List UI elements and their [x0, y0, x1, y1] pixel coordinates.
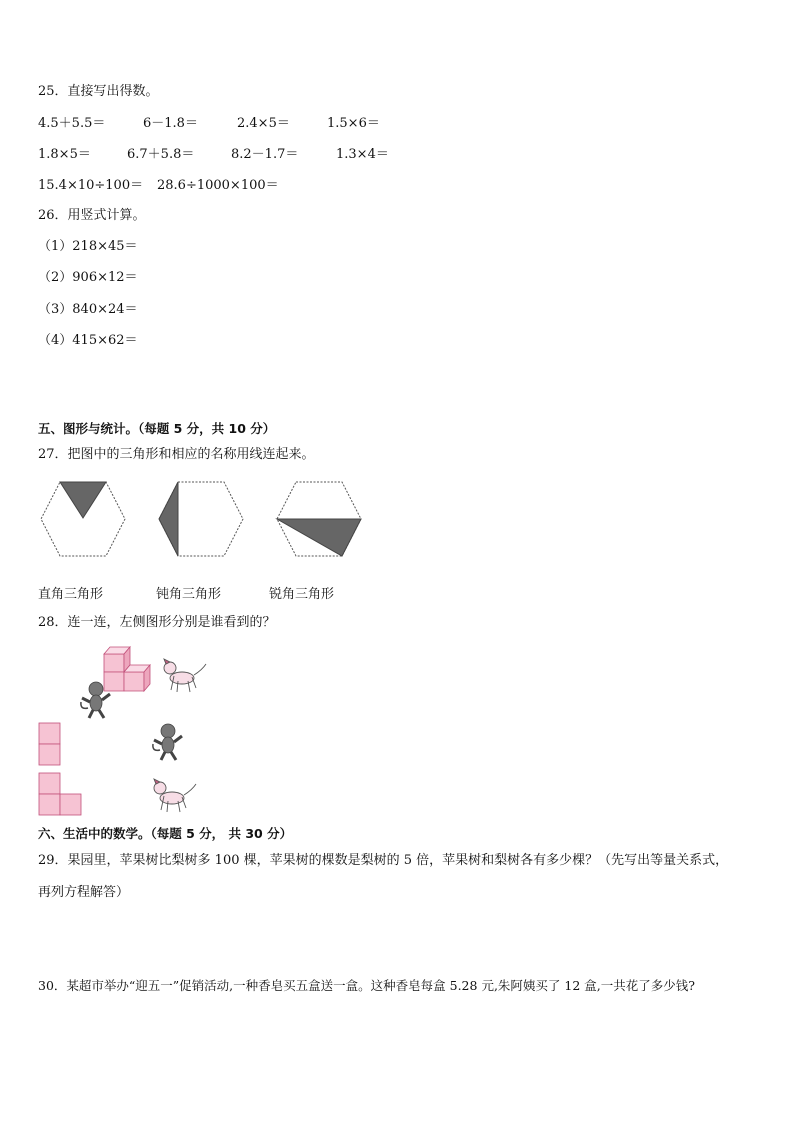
- triangle-name-label: 直角三角形: [38, 587, 104, 602]
- hexagon-figure-1: [38, 480, 128, 558]
- q29-text-line1: 29．果园里，苹果树比梨树多 100 棵，苹果树的棵数是梨树的 5 倍，苹果树和梨树各有多少棵？（先写出等量关系式，: [38, 853, 729, 868]
- q25-expr: 1.3×4＝: [336, 147, 389, 162]
- q25-expr: 8.2－1.7＝: [231, 147, 299, 162]
- q25-expr: 4.5＋5.5＝: [38, 116, 106, 131]
- hexagon-figure-2: [156, 480, 246, 558]
- q26-item: （4）415×62＝: [38, 333, 138, 348]
- q26-item: （2）906×12＝: [38, 270, 138, 285]
- q25-expr: 1.8×5＝: [38, 147, 91, 162]
- q26-item: （3）840×24＝: [38, 302, 138, 317]
- q25-title: 25．直接写出得数。: [38, 84, 159, 99]
- q25-expr: 15.4×10÷100＝: [38, 178, 144, 193]
- section6-heading: 六、生活中的数学。（每题 5 分， 共 30 分）: [38, 826, 293, 841]
- q27-title: 27．把图中的三角形和相应的名称用线连起来。: [38, 447, 315, 462]
- q25-expr: 2.4×5＝: [237, 116, 290, 131]
- q30-text: 30．某超市举办“迎五一”促销活动,一种香皂买五盒送一盒。这种香皂每盒 5.28 元,朱阿姨买了 12 盒,一共花了多少钱?: [38, 978, 695, 993]
- monkey-icon: [78, 680, 114, 720]
- q26-title: 26．用竖式计算。: [38, 208, 146, 223]
- q29-text-line2: 再列方程解答）: [38, 885, 130, 900]
- q28-title: 28．连一连，左侧图形分别是谁看到的？: [38, 615, 276, 630]
- q25-expr: 1.5×6＝: [327, 116, 380, 131]
- monkey-icon: [150, 722, 186, 762]
- q25-expr: 28.6÷1000×100＝: [157, 178, 279, 193]
- hexagon-figure-3: [274, 480, 364, 558]
- section5-heading: 五、图形与统计。（每题 5 分，共 10 分）: [38, 421, 276, 436]
- q26-item: （1）218×45＝: [38, 239, 138, 254]
- view-figure-1: [38, 722, 62, 766]
- view-figure-2: [38, 772, 84, 818]
- dog-icon: [150, 776, 198, 816]
- triangle-name-label: 锐角三角形: [269, 587, 335, 602]
- q25-expr: 6－1.8＝: [143, 116, 198, 131]
- q25-expr: 6.7＋5.8＝: [127, 147, 195, 162]
- triangle-name-label: 钝角三角形: [156, 587, 222, 602]
- dog-icon: [160, 656, 208, 696]
